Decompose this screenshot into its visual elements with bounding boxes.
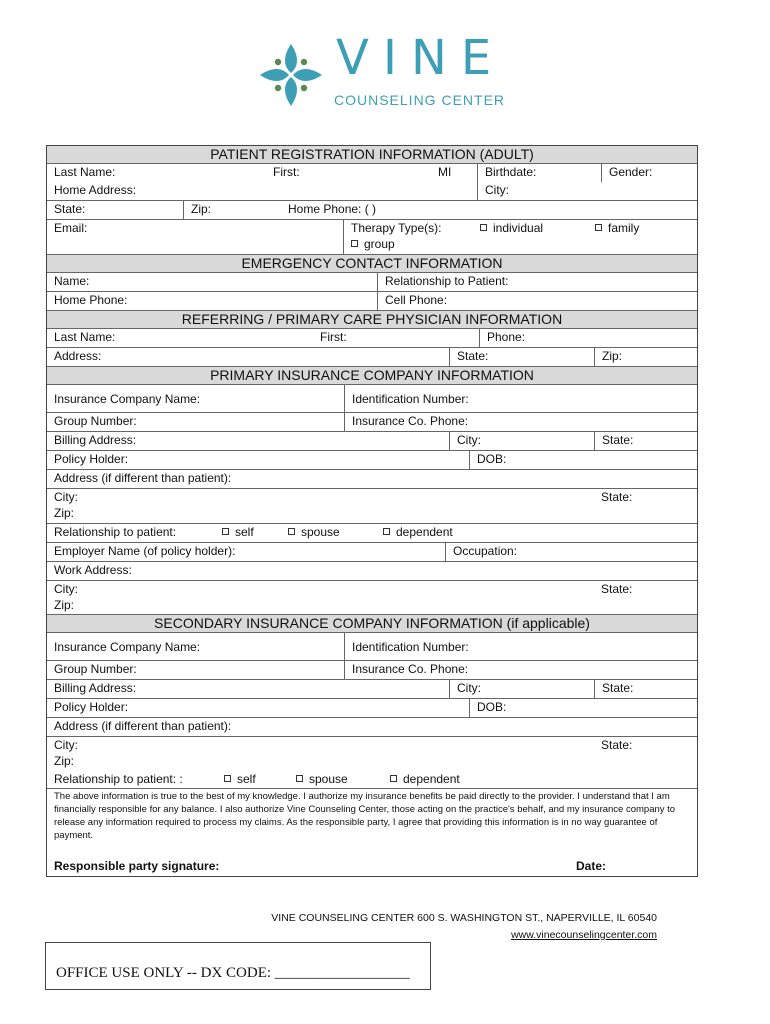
form-row	[47, 291, 697, 310]
legal-block	[47, 788, 697, 876]
relationship-field[interactable]: Relationship to Patient:	[377, 273, 508, 291]
spouse-label: spouse	[309, 772, 348, 786]
checkbox-individual[interactable]	[480, 220, 543, 237]
form-row	[47, 163, 697, 182]
checkbox-group[interactable]	[351, 236, 395, 253]
website-link[interactable]: www.vinecounselingcenter.com	[511, 929, 657, 941]
spouse-label: spouse	[301, 525, 340, 539]
self-label: self	[237, 772, 256, 786]
physician-first-name-field[interactable]: First:	[320, 330, 347, 344]
billing-state-field[interactable]: State:	[594, 432, 633, 450]
mi-field[interactable]: MI	[438, 165, 452, 179]
checkbox-icon	[351, 240, 358, 247]
employer-field[interactable]: Employer Name (of policy holder):	[54, 544, 236, 558]
work-state-field[interactable]: State:	[601, 582, 633, 596]
secondary-zip2-field[interactable]: Zip:	[54, 754, 75, 768]
emergency-home-phone-field[interactable]: Home Phone:	[54, 293, 128, 307]
checkbox-icon	[288, 528, 295, 535]
form-row	[47, 580, 697, 614]
physician-state-field[interactable]: State:	[449, 348, 488, 366]
dob-field[interactable]: DOB:	[469, 451, 506, 469]
section-header-patient: PATIENT REGISTRATION INFORMATION (ADULT)	[47, 146, 697, 163]
checkbox-icon	[383, 528, 390, 535]
form-row	[47, 450, 697, 469]
dependent-label: dependent	[403, 772, 460, 786]
identification-number-field[interactable]: Identification Number:	[344, 385, 469, 412]
state-field[interactable]: State:	[54, 202, 86, 216]
secondary-billing-field[interactable]: Billing Address:	[54, 681, 137, 695]
secondary-checkbox-spouse[interactable]	[289, 771, 348, 788]
checkbox-icon	[296, 775, 303, 782]
physician-last-name-field[interactable]: Last Name:	[54, 330, 116, 344]
self-label: self	[235, 525, 254, 539]
checkbox-icon	[390, 775, 397, 782]
secondary-city2-field[interactable]: City:	[54, 738, 78, 752]
email-field[interactable]: Email:	[54, 221, 88, 235]
work-address-field[interactable]: Work Address:	[54, 563, 132, 577]
form-row	[47, 698, 697, 717]
section-header-primary-insurance: PRIMARY INSURANCE COMPANY INFORMATION	[47, 366, 697, 384]
secondary-id-field[interactable]: Identification Number:	[344, 633, 469, 660]
secondary-checkbox-self[interactable]	[217, 771, 256, 788]
group-label: group	[364, 237, 395, 251]
first-name-field[interactable]: First:	[273, 165, 300, 179]
form-row	[47, 736, 697, 771]
work-city-field[interactable]: City:	[54, 582, 78, 596]
four-petal-flower-icon	[256, 40, 326, 110]
office-use-box	[45, 942, 431, 990]
section-header-emergency: EMERGENCY CONTACT INFORMATION	[47, 254, 697, 272]
form-row	[47, 412, 697, 431]
form-row	[47, 328, 697, 347]
insurance-phone-field[interactable]: Insurance Co. Phone:	[344, 413, 468, 431]
form-row	[47, 200, 697, 219]
insurance-company-field[interactable]: Insurance Company Name:	[54, 392, 201, 406]
zip-field[interactable]: Zip:	[183, 201, 211, 219]
form-row	[47, 431, 697, 450]
billing-address-field[interactable]: Billing Address:	[54, 433, 137, 447]
group-number-field[interactable]: Group Number:	[54, 414, 137, 428]
cell-phone-field[interactable]: Cell Phone:	[377, 292, 447, 310]
work-zip-field[interactable]: Zip:	[54, 598, 75, 612]
physician-zip-field[interactable]: Zip:	[594, 348, 622, 366]
secondary-company-field[interactable]: Insurance Company Name:	[54, 640, 201, 654]
form-row	[47, 488, 697, 523]
holder-city-field[interactable]: City:	[54, 490, 78, 504]
secondary-address-different-field[interactable]: Address (if different than patient):	[54, 719, 232, 733]
form-row	[47, 542, 697, 561]
secondary-checkbox-dependent[interactable]	[383, 771, 460, 788]
date-field[interactable]: Date:	[576, 859, 607, 873]
birthdate-field[interactable]: Birthdate:	[477, 164, 536, 182]
relationship-label: Relationship to patient:	[54, 525, 177, 539]
physician-phone-field[interactable]: Phone:	[479, 329, 525, 347]
secondary-group-field[interactable]: Group Number:	[54, 662, 137, 676]
checkbox-icon	[595, 224, 602, 231]
brand-name: VINE	[336, 30, 506, 86]
billing-city-field[interactable]: City:	[449, 432, 481, 450]
secondary-dob-field[interactable]: DOB:	[469, 699, 506, 717]
office-use-label: OFFICE USE ONLY -- DX CODE: __________________	[56, 965, 410, 981]
checkbox-icon	[224, 775, 231, 782]
secondary-phone-field[interactable]: Insurance Co. Phone:	[344, 661, 468, 679]
form-row	[47, 717, 697, 736]
form-row	[47, 523, 697, 542]
secondary-relationship-label: Relationship to patient: :	[54, 772, 183, 786]
form-row	[47, 469, 697, 488]
checkbox-self[interactable]	[215, 524, 254, 542]
checkbox-icon	[480, 224, 487, 231]
checkbox-family[interactable]	[595, 220, 639, 237]
address-different-field[interactable]: Address (if different than patient):	[54, 471, 232, 485]
dependent-label: dependent	[396, 525, 453, 539]
form-row	[47, 182, 697, 200]
therapy-types-label: Therapy Type(s):	[351, 221, 442, 235]
form-row	[47, 272, 697, 291]
physician-address-field[interactable]: Address:	[54, 349, 102, 363]
family-label: family	[608, 221, 640, 235]
therapy-types	[343, 220, 697, 254]
gender-field[interactable]: Gender:	[601, 164, 652, 182]
last-name-field[interactable]: Last Name:	[54, 165, 116, 179]
checkbox-spouse[interactable]	[281, 524, 340, 542]
registration-form	[46, 145, 698, 877]
secondary-holder-field[interactable]: Policy Holder:	[54, 700, 129, 714]
form-row	[47, 347, 697, 366]
section-header-physician: REFERRING / PRIMARY CARE PHYSICIAN INFORMATION	[47, 310, 697, 328]
form-row	[47, 660, 697, 679]
signature-field[interactable]: Responsible party signature:	[54, 859, 220, 873]
home-address-field[interactable]: Home Address:	[54, 183, 137, 197]
secondary-state-field[interactable]: State:	[594, 680, 633, 698]
checkbox-dependent[interactable]	[376, 524, 453, 542]
individual-label: individual	[493, 221, 544, 235]
footer	[271, 910, 657, 944]
form-row	[47, 771, 697, 788]
secondary-state2-field[interactable]: State:	[601, 738, 633, 752]
emergency-name-field[interactable]: Name:	[54, 274, 90, 288]
secondary-city-field[interactable]: City:	[449, 680, 481, 698]
form-row	[47, 561, 697, 580]
city-field[interactable]: City:	[477, 182, 509, 200]
brand-subtitle: COUNSELING CENTER	[334, 92, 506, 108]
holder-state-field[interactable]: State:	[601, 490, 633, 504]
form-row	[47, 632, 697, 660]
logo	[256, 30, 526, 114]
checkbox-icon	[222, 528, 229, 535]
occupation-field[interactable]: Occupation:	[445, 543, 517, 561]
form-row	[47, 219, 697, 254]
section-header-secondary-insurance: SECONDARY INSURANCE COMPANY INFORMATION (if applicable)	[47, 614, 697, 632]
policy-holder-field[interactable]: Policy Holder:	[54, 452, 129, 466]
legal-text: The above information is true to the best of my knowledge. I authorize my insurance benefits be paid directly to the provider. I understand that I am financially responsible for any balance. I also authorize Vine Counseling Center, those acting on the practice's behalf, and my insurance company to release any information required to process my claims. As the responsible party, I agree that providing this information is in no way guarantee of payment.	[54, 791, 676, 841]
holder-zip-field[interactable]: Zip:	[54, 506, 75, 520]
form-row	[47, 384, 697, 412]
home-phone-field[interactable]: Home Phone: ( )	[288, 202, 377, 216]
footer-address: VINE COUNSELING CENTER 600 S. WASHINGTON ST., NAPERVILLE, IL 60540	[271, 912, 657, 924]
form-row	[47, 679, 697, 698]
